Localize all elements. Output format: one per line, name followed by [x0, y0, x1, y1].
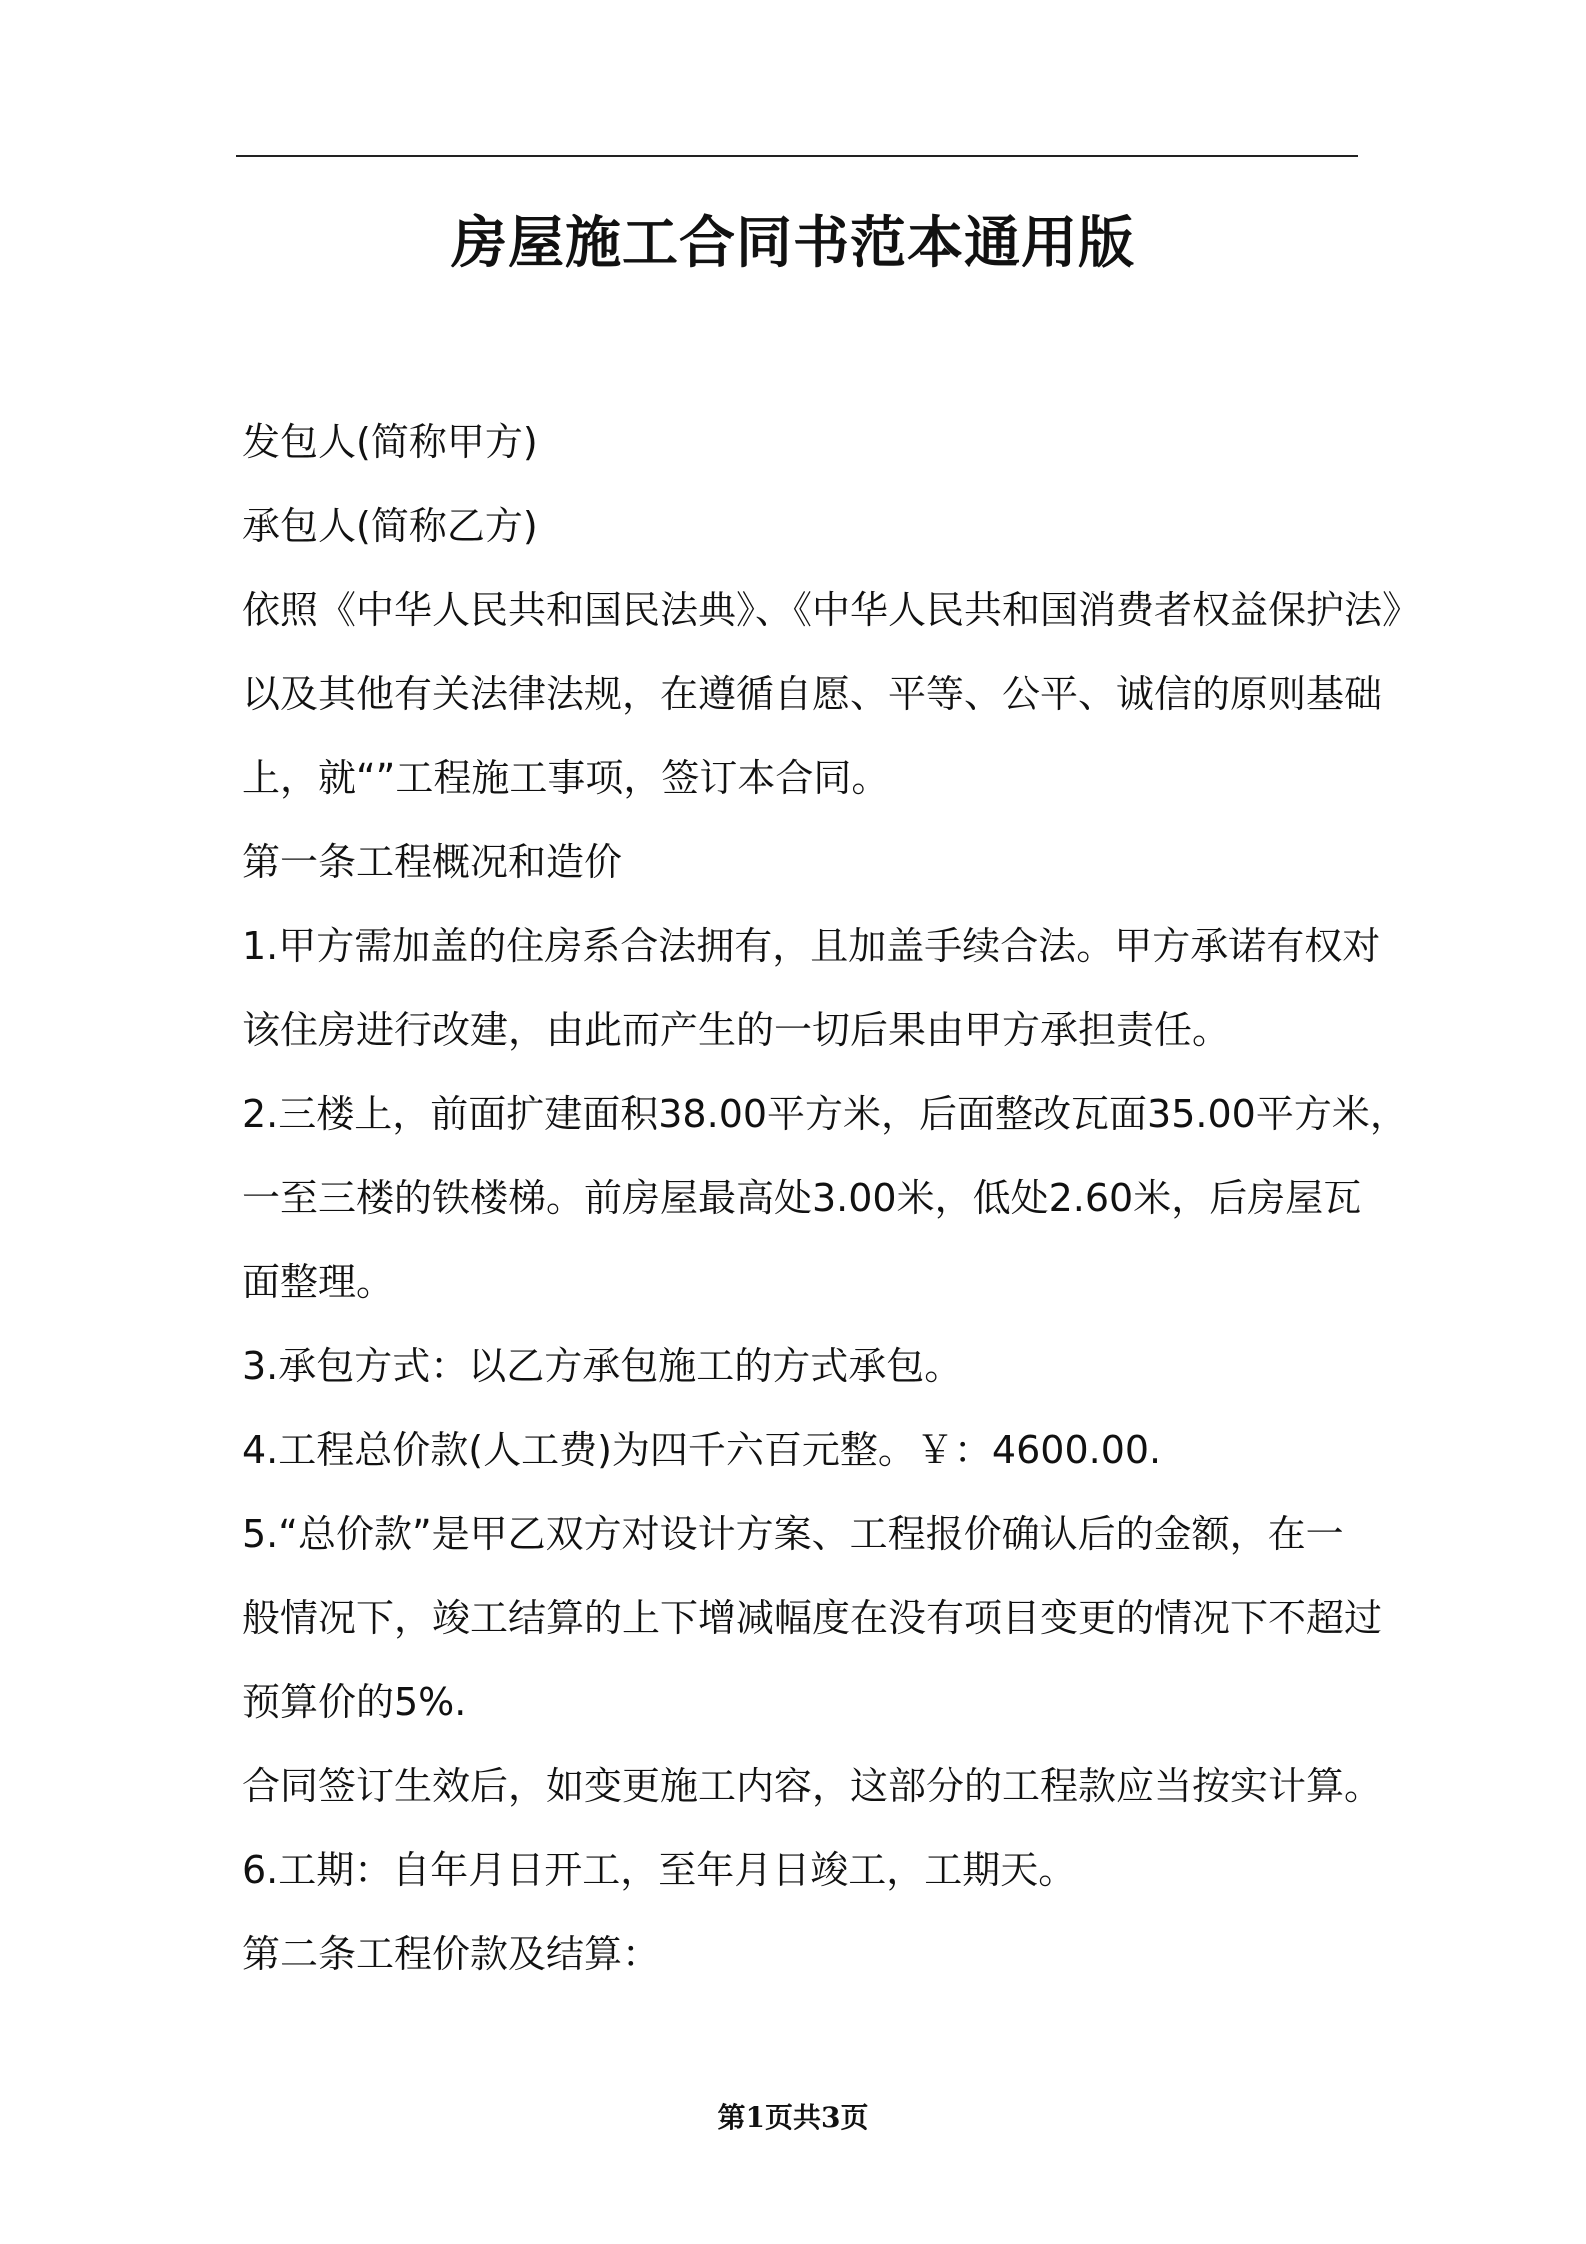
change-clause-line: 合同签订生效后，如变更施工内容，这部分的工程款应当按实计算。: [242, 1764, 1383, 1808]
clause-5-line-3: 预算价的5%.: [242, 1680, 467, 1724]
preamble-line-2: 以及其他有关法律法规，在遵循自愿、平等、公平、诚信的原则基础: [242, 672, 1383, 716]
article-1-heading: 第一条工程概况和造价: [242, 840, 623, 884]
article-2-heading: 第二条工程价款及结算：: [242, 1932, 661, 1976]
page-number: 第1页共3页: [717, 2101, 869, 2134]
clause-6-line: 6.工期：自年月日开工，至年月日竣工，工期天。: [242, 1848, 1077, 1892]
clause-4-line: 4.工程总价款(人工费)为四千六百元整。￥：4600.00.: [242, 1428, 1162, 1472]
clause-5-line-1: 5.“总价款”是甲乙双方对设计方案、工程报价确认后的金额，在一: [242, 1512, 1344, 1556]
party-a-line: 发包人(简称甲方): [242, 420, 538, 464]
clause-2-line-2: 一至三楼的铁楼梯。前房屋最高处3.00米，低处2.60米，后房屋瓦: [242, 1176, 1362, 1220]
clause-3-line: 3.承包方式：以乙方承包施工的方式承包。: [242, 1344, 963, 1388]
clause-1-line-1: 1.甲方需加盖的住房系合法拥有，且加盖手续合法。甲方承诺有权对: [242, 924, 1381, 968]
party-b-line: 承包人(简称乙方): [242, 504, 538, 548]
clause-1-line-2: 该住房进行改建，由此而产生的一切后果由甲方承担责任。: [242, 1008, 1231, 1052]
contract-body: [242, 400, 1421, 1996]
preamble-line-1: 依照《中华人民共和国民法典》、《中华人民共和国消费者权益保护法》: [242, 588, 1421, 632]
header-rule: [236, 155, 1358, 157]
clause-2-line-1: 2.三楼上，前面扩建面积38.00平方米，后面整改瓦面35.00平方米，: [242, 1092, 1408, 1136]
clause-5-line-2: 般情况下，竣工结算的上下增减幅度在没有项目变更的情况下不超过: [242, 1596, 1383, 1640]
preamble-line-3: 上，就“”工程施工事项，签订本合同。: [242, 756, 890, 800]
document-title: 房屋施工合同书范本通用版: [451, 211, 1135, 276]
clause-2-line-3: 面整理。: [242, 1260, 395, 1304]
